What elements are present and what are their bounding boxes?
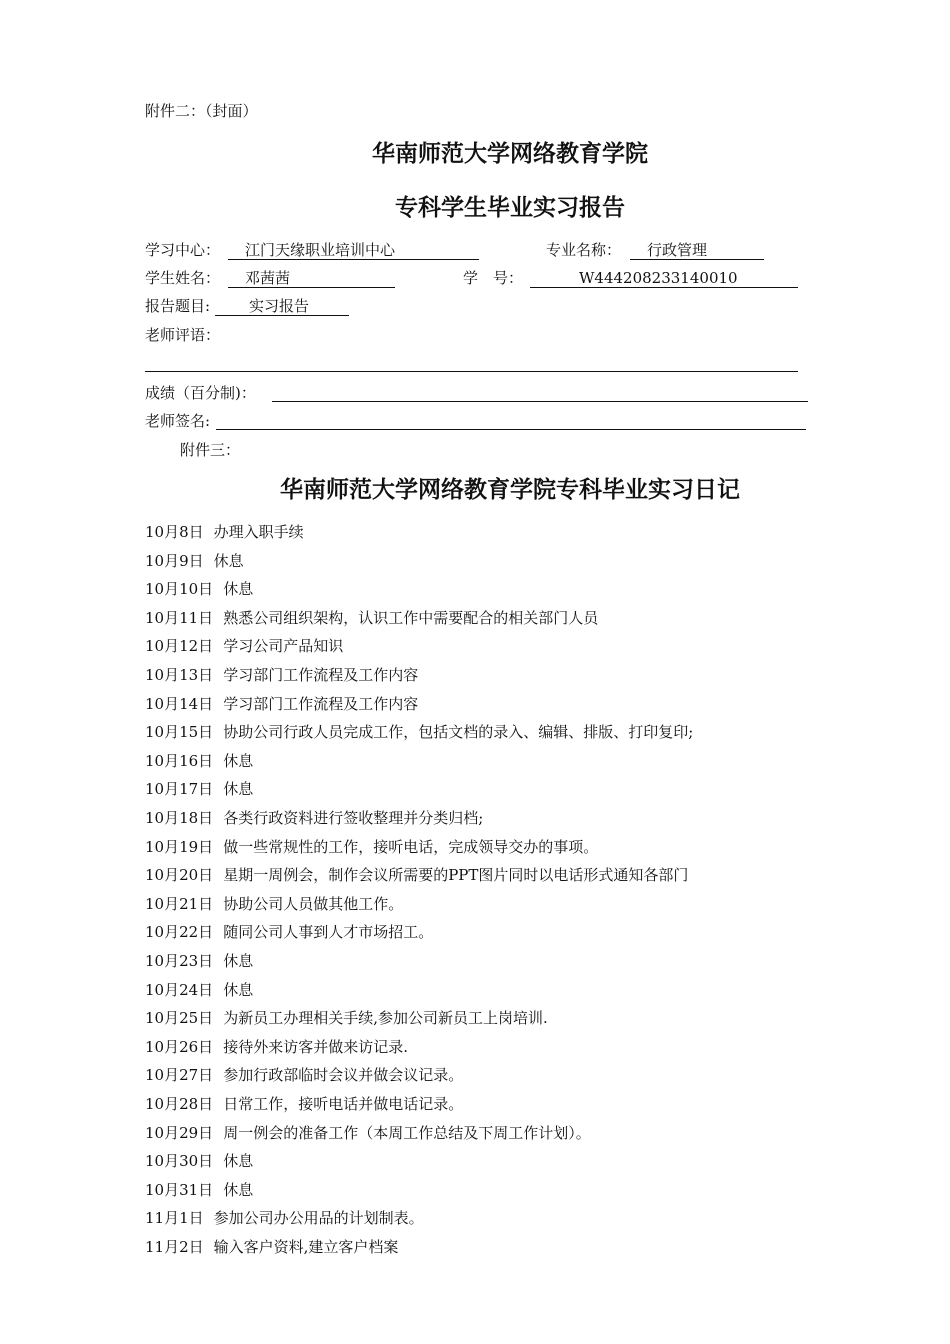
diary-entry <box>145 837 598 857</box>
diary-entry-date: 10月9日 <box>145 551 204 570</box>
diary-entry-text: 学习部门工作流程及工作内容 <box>223 694 419 713</box>
diary-entry <box>145 808 483 828</box>
diary-entry-date: 10月11日 <box>145 608 214 627</box>
diary-entry-text: 熟悉公司组织架构，认识工作中需要配合的相关部门人员 <box>223 608 599 627</box>
diary-entry-date: 10月22日 <box>145 923 214 942</box>
diary-entry-date: 10月17日 <box>145 780 214 799</box>
diary-entry-date: 11月2日 <box>145 1238 204 1256</box>
diary-entry-date: 10月30日 <box>145 1152 214 1171</box>
diary-entry <box>145 551 244 571</box>
major-label: 专业名称： <box>546 241 622 259</box>
diary-entry-text: 休息 <box>223 980 254 999</box>
diary-entry <box>145 980 253 1000</box>
diary-entry-text: 周一例会的准备工作（本周工作总结及下周工作计划）。 <box>223 1123 591 1142</box>
diary-entry <box>145 751 253 771</box>
diary-entry-text: 为新员工办理相关手续,参加公司新员工上岗培训. <box>223 1009 548 1028</box>
diary-entry-text: 做一些常规性的工作，接听电话，完成领导交办的事项。 <box>223 837 599 856</box>
diary-entry-text: 星期一周例会，制作会议所需要的PPT图片同时以电话形式通知各部门 <box>223 866 689 885</box>
sign-label: 老师签名: <box>145 412 211 430</box>
diary-entry <box>145 722 693 742</box>
diary-entry <box>145 1123 591 1143</box>
diary-entry-date: 10月24日 <box>145 980 214 999</box>
diary-entry <box>145 779 253 799</box>
diary-entry-text: 日常工作，接听电话并做电话记录。 <box>223 1095 464 1113</box>
diary-title: 华南师范大学网络教育学院专科毕业实习日记 <box>280 476 740 503</box>
center-label: 学习中心： <box>145 241 221 259</box>
diary-entry-text: 休息 <box>213 551 244 570</box>
diary-entry-date: 10月28日 <box>145 1095 214 1113</box>
diary-entry <box>145 1065 463 1085</box>
grade-line <box>272 401 808 402</box>
diary-entry <box>145 694 418 714</box>
diary-entry <box>145 865 688 885</box>
diary-entry-date: 10月31日 <box>145 1180 214 1199</box>
attachment-3-label: 附件三： <box>180 441 241 459</box>
diary-entry-text: 协助公司人员做其他工作。 <box>223 894 404 913</box>
diary-entry-date: 10月8日 <box>145 523 204 541</box>
diary-entry-date: 10月23日 <box>145 952 214 970</box>
diary-entry <box>145 665 418 685</box>
major-value: 行政管理 <box>647 241 708 259</box>
diary-entry-text: 接待外来访客并做来访记录. <box>223 1037 408 1056</box>
diary-entry-date: 10月15日 <box>145 723 214 742</box>
diary-entry-text: 输入客户资料,建立客户档案 <box>213 1238 399 1256</box>
topic-label: 报告题目: <box>145 297 211 315</box>
diary-entry-date: 10月13日 <box>145 666 214 684</box>
diary-entry-text: 办理入职手续 <box>213 523 304 541</box>
diary-entry <box>145 1151 253 1171</box>
diary-entry-date: 10月18日 <box>145 809 214 827</box>
grade-label: 成绩（百分制)： <box>145 384 256 402</box>
report-title: 专科学生毕业实习报告 <box>395 194 625 221</box>
diary-entry <box>145 636 343 656</box>
diary-entry <box>145 1237 398 1257</box>
diary-entry-date: 10月27日 <box>145 1066 214 1085</box>
diary-entry <box>145 1037 408 1057</box>
attachment-2-label: 附件二：（封面） <box>145 102 258 120</box>
diary-entry-date: 10月29日 <box>145 1123 214 1142</box>
name-label: 学生姓名： <box>145 269 221 287</box>
diary-entry-text: 休息 <box>223 952 254 970</box>
diary-entry-date: 10月21日 <box>145 894 214 913</box>
diary-entry-text: 休息 <box>223 580 254 599</box>
diary-entry-text: 协助公司行政人员完成工作，包括文档的录入、编辑、排版、打印复印; <box>223 723 694 742</box>
diary-entry-date: 10月19日 <box>145 837 214 856</box>
diary-entry <box>145 1208 424 1228</box>
topic-value: 实习报告 <box>249 297 310 315</box>
diary-entry-text: 休息 <box>223 780 254 799</box>
center-value: 江门天缘职业培训中心 <box>245 241 396 259</box>
name-value: 邓茜茜 <box>245 269 291 287</box>
diary-entry-text: 学习公司产品知识 <box>223 637 344 656</box>
diary-entry-date: 10月20日 <box>145 866 214 885</box>
id-value: W444208233140010 <box>579 269 738 287</box>
diary-entry <box>145 522 304 542</box>
diary-entry <box>145 894 403 914</box>
diary-entry-text: 参加公司办公用品的计划制表。 <box>213 1209 424 1228</box>
diary-entry <box>145 579 253 599</box>
diary-entry-date: 11月1日 <box>145 1209 204 1228</box>
diary-entry-text: 休息 <box>223 1180 254 1199</box>
diary-entry-text: 各类行政资料进行签收整理并分类归档; <box>223 809 484 827</box>
diary-entry-text: 休息 <box>223 751 254 770</box>
comment-line <box>145 371 798 372</box>
school-title: 华南师范大学网络教育学院 <box>372 140 648 167</box>
diary-entry-date: 10月16日 <box>145 751 214 770</box>
comment-label: 老师评语： <box>145 326 221 344</box>
id-label: 学 号： <box>463 269 524 287</box>
diary-entry-date: 10月25日 <box>145 1009 214 1028</box>
diary-entry-text: 参加行政部临时会议并做会议记录。 <box>223 1066 464 1085</box>
diary-entry <box>145 608 598 628</box>
diary-entry-date: 10月12日 <box>145 637 214 656</box>
diary-entry <box>145 1094 463 1114</box>
diary-entry <box>145 951 253 971</box>
diary-entry-text: 休息 <box>223 1152 254 1171</box>
diary-entry <box>145 1180 253 1200</box>
diary-entry-date: 10月14日 <box>145 694 214 713</box>
diary-entry-text: 学习部门工作流程及工作内容 <box>223 666 419 684</box>
diary-entry <box>145 1008 548 1028</box>
sign-line <box>216 429 806 430</box>
diary-entry-date: 10月10日 <box>145 580 214 599</box>
diary-entry <box>145 922 433 942</box>
diary-entry-date: 10月26日 <box>145 1037 214 1056</box>
diary-entry-text: 随同公司人事到人才市场招工。 <box>223 923 434 942</box>
